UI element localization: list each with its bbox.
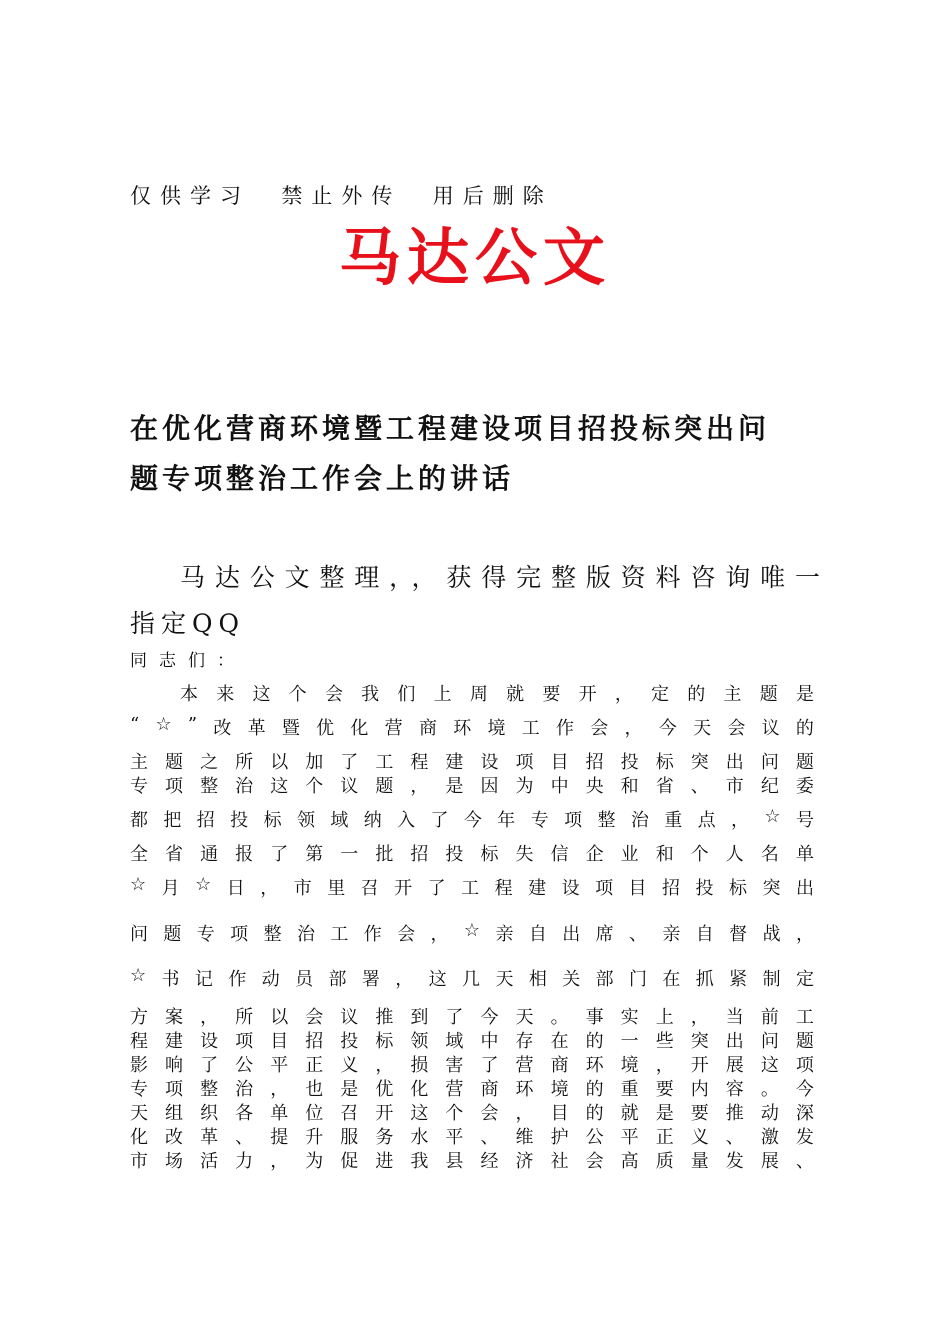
body-line: ☆ 月 ☆ 日 ， 市 里 召 开 了 工 程 建 设 项 目 招 投 标 突 出: [130, 874, 814, 899]
body-line: 程 建 设 项 目 招 投 标 领 域 中 存 在 的 一 些 突 出 问 题: [130, 1031, 814, 1052]
body-line: 主 题 之 所 以 加 了 工 程 建 设 项 目 招 投 标 突 出 问 题: [130, 752, 814, 773]
body-line: 影 响 了 公 平 正 义 ， 损 害 了 营 商 环 境 ， 开 展 这 项: [130, 1055, 814, 1076]
body-line: 市 场 活 力 ， 为 促 进 我 县 经 济 社 会 高 质 量 发 展 、: [130, 1151, 814, 1172]
body-line: ☆ 书 记 作 动 员 部 署 ， 这 几 天 相 关 部 门 在 抓 紧 制 定: [130, 965, 814, 990]
brand-title: 马达公文: [338, 221, 611, 294]
usage-notice: 仅供学习 禁止外传 用后删除: [130, 184, 553, 208]
body-line: 方 案 ， 所 以 会 议 推 到 了 今 天 。 事 实 上 ， 当 前 工: [130, 1007, 814, 1028]
body-line: “ ☆ ” 改 革 暨 优 化 营 商 环 境 工 作 会 ， 今 天 会 议 的: [130, 714, 814, 739]
body-line: 本 来 这 个 会 我 们 上 周 就 要 开 ， 定 的 主 题 是: [180, 684, 814, 705]
body-line: 化 改 革 、 提 升 服 务 水 平 、 维 护 公 平 正 义 、 激 发: [130, 1127, 814, 1148]
title-line-1: 在优化营商环境暨工程建设项目招投标突出问: [130, 412, 771, 445]
intro-paragraph: [130, 555, 820, 647]
intro-line-2: 指定QQ: [130, 609, 245, 638]
body-line: 问 题 专 项 整 治 工 作 会 ， ☆ 亲 自 出 席 、 亲 自 督 战 ，: [130, 920, 814, 945]
body-line: 都 把 招 投 标 领 域 纳 入 了 今 年 专 项 整 治 重 点 ， ☆ 号: [130, 806, 814, 831]
salutation: 同志们：: [130, 651, 246, 671]
title-line-2: 题专项整治工作会上的讲话: [130, 462, 515, 495]
intro-line-1: 马达公文整理，，获得完整版资料咨询唯一: [180, 563, 820, 592]
body-line: 天 组 织 各 单 位 召 开 这 个 会 ， 目 的 就 是 要 推 动 深: [130, 1103, 814, 1124]
body-line: 全 省 通 报 了 第 一 批 招 投 标 失 信 企 业 和 个 人 名 单: [130, 844, 814, 865]
body-line: 专 项 整 治 ， 也 是 优 化 营 商 环 境 的 重 要 内 容 。 今: [130, 1079, 814, 1100]
body-line: 专 项 整 治 这 个 议 题 ， 是 因 为 中 央 和 省 、 市 纪 委: [130, 776, 814, 797]
speech-title: [130, 404, 830, 504]
